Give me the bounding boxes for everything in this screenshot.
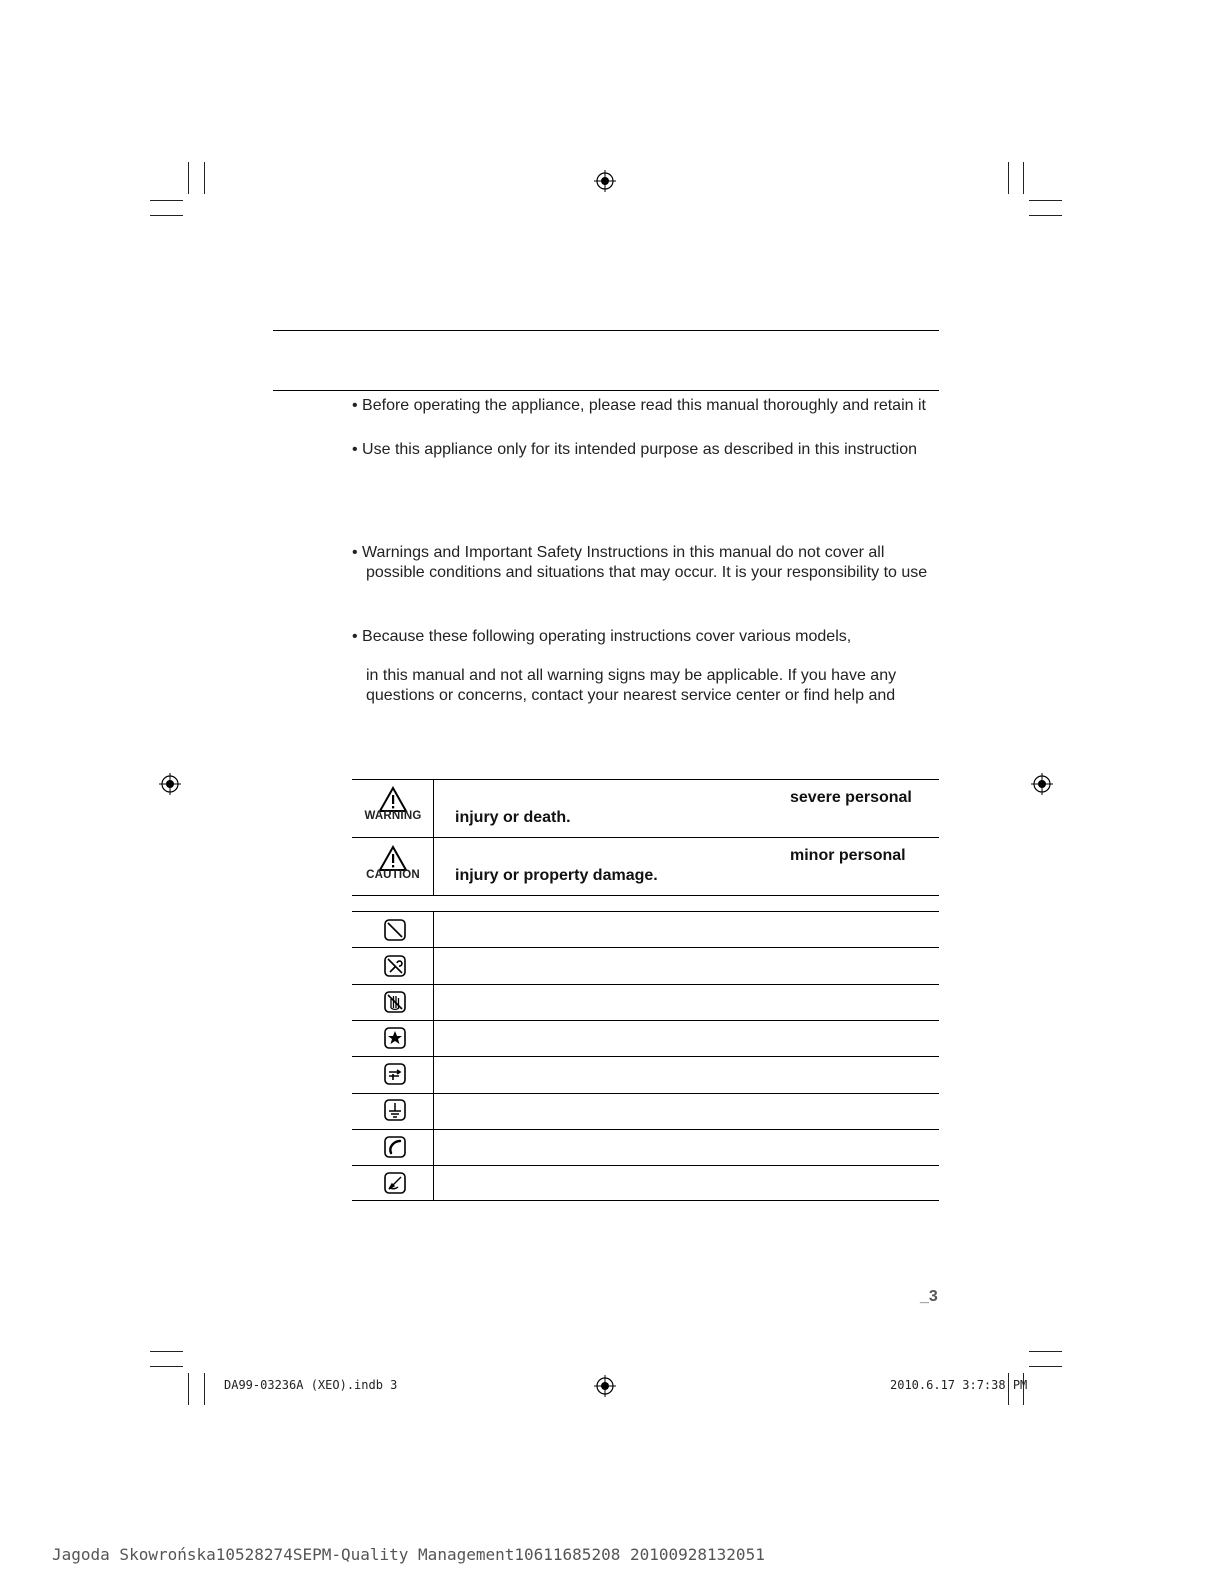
table-rule	[352, 895, 939, 896]
crop-mark	[204, 1373, 205, 1405]
registration-mark-icon	[594, 1375, 616, 1397]
registration-mark-icon	[1031, 773, 1053, 795]
caution-triangle-icon	[378, 845, 408, 872]
warning-consequence: injury or death.	[455, 809, 571, 826]
table-rule	[352, 1056, 939, 1057]
crop-mark	[188, 1373, 189, 1405]
caution-label: CAUTION	[366, 869, 420, 881]
paragraph-warning-signs: in this manual and not all warning signs may be applicable. If you have any	[366, 667, 897, 684]
do-not-disassemble-icon	[384, 955, 406, 977]
registration-mark-icon	[159, 773, 181, 795]
call-service-center-icon	[384, 1136, 406, 1158]
crop-mark	[204, 162, 205, 194]
crop-mark	[150, 1351, 183, 1352]
table-rule	[352, 837, 939, 838]
crop-mark	[150, 215, 183, 216]
crop-mark	[150, 200, 183, 201]
follow-directions-icon	[384, 1027, 406, 1049]
prohibited-icon	[384, 919, 406, 941]
table-rule	[352, 779, 939, 780]
table-rule	[352, 1200, 939, 1201]
note-icon	[384, 1172, 406, 1194]
ground-icon	[384, 1099, 406, 1121]
footer-stamp: Jagoda Skowrońska10528274SEPM-Quality Management10611685208 20100928132051	[52, 1545, 765, 1564]
crop-mark	[1029, 1351, 1062, 1352]
bullet-models: • Because these following operating instructions cover various models,	[352, 628, 852, 645]
caution-consequence: injury or property damage.	[455, 867, 658, 884]
crop-mark	[1029, 200, 1062, 201]
warning-triangle-icon	[378, 786, 408, 813]
registration-mark-icon	[594, 170, 616, 192]
crop-mark	[150, 1366, 183, 1367]
bullet-warnings: • Warnings and Important Safety Instructions in this manual do not cover all	[352, 544, 885, 561]
table-rule	[352, 911, 939, 912]
table-rule	[352, 1020, 939, 1021]
table-rule	[352, 1093, 939, 1094]
table-divider	[433, 911, 434, 1201]
do-not-touch-icon	[384, 991, 406, 1013]
bullet-read-manual: • Before operating the appliance, please read this manual thoroughly and retain it	[352, 397, 926, 414]
bullet-intended-use: • Use this appliance only for its intended purpose as described in this instruction	[352, 441, 918, 458]
crop-mark	[1029, 1366, 1062, 1367]
page-number: _3	[920, 1288, 938, 1305]
paragraph-warning-signs-cont: questions or concerns, contact your nearest service center or find help and	[366, 687, 896, 704]
table-rule	[352, 947, 939, 948]
crop-mark	[1029, 215, 1062, 216]
crop-mark	[1008, 162, 1009, 194]
warning-emphasis: severe personal	[790, 789, 912, 806]
header-rule-top	[273, 330, 939, 331]
slug-filename: DA99-03236A (XEO).indb 3	[224, 1378, 398, 1392]
header-rule-bottom	[273, 390, 939, 391]
unplug-icon	[384, 1063, 406, 1085]
table-rule	[352, 1165, 939, 1166]
table-rule	[352, 1129, 939, 1130]
warning-label: WARNING	[364, 810, 422, 822]
table-rule	[352, 984, 939, 985]
crop-mark	[1023, 162, 1024, 194]
slug-timestamp: 2010.6.17 3:7:38 PM	[890, 1378, 1028, 1392]
caution-emphasis: minor personal	[790, 847, 906, 864]
bullet-warnings-cont: possible conditions and situations that may occur. It is your responsibility to use	[366, 564, 928, 581]
crop-mark	[188, 162, 189, 194]
